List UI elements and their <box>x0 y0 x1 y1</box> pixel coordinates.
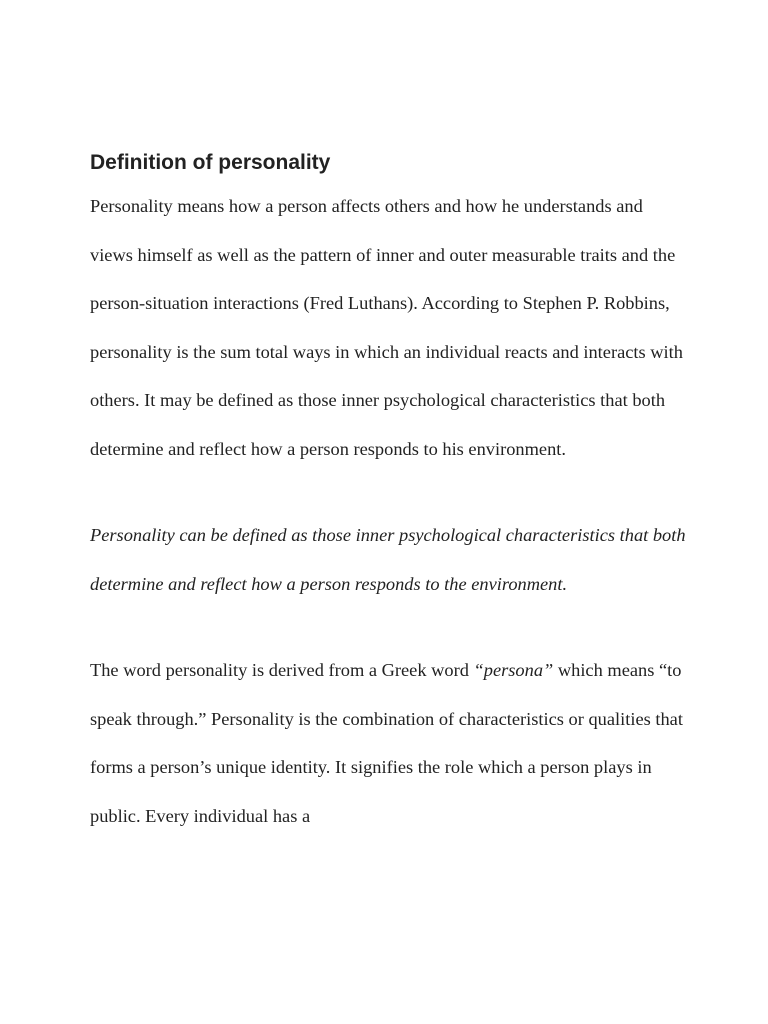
persona-term: “persona” <box>473 660 554 680</box>
etymology-text-end: which means “to speak through.” Personality is the combination of characteristics or qualities that forms a person’s unique identity. It signifies the role which a person plays in public. Every individual has a <box>90 660 683 826</box>
paragraph-etymology <box>90 646 690 840</box>
etymology-text-start: The word personality is derived from a Greek word <box>90 660 474 680</box>
quote-text: Personality can be defined as those inner psychological characteristics that both determine and reflect how a person responds to the environment. <box>90 525 686 594</box>
paragraph-quote <box>90 511 690 608</box>
paragraph-definition: Personality means how a person affects others and how he understands and views himself as well as the pattern of inner and outer measurable traits and the person-situation interactions (Fred Luthans). According to Stephen P. Robbins, personality is the sum total ways in which an individual reacts and interacts with others. It may be defined as those inner psychological characteristics that both determine and reflect how a person responds to his environment. <box>90 196 683 459</box>
section-heading: Definition of personality <box>90 151 331 174</box>
article-body <box>90 148 690 840</box>
